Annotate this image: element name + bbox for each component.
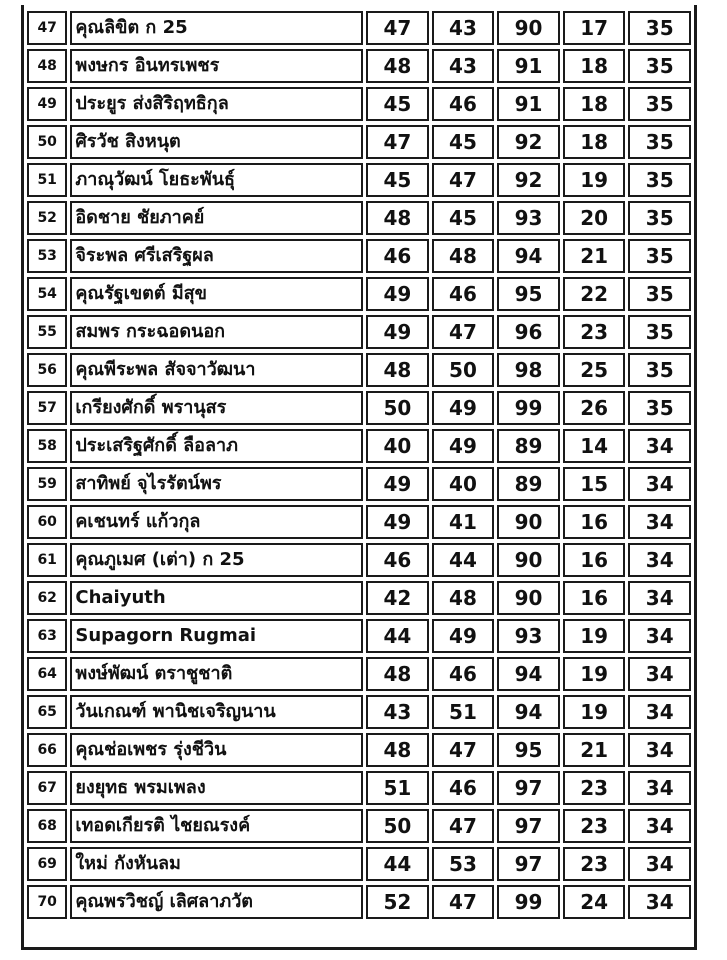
score-2-cell: 47 <box>432 163 495 197</box>
score-2-cell: 48 <box>432 239 495 273</box>
score-1-cell: 48 <box>366 201 429 235</box>
row-number-cell: 63 <box>27 619 67 653</box>
table-row <box>27 277 691 311</box>
table-row <box>27 391 691 425</box>
row-number-cell: 62 <box>27 581 67 615</box>
score-2-cell: 44 <box>432 543 495 577</box>
table-row <box>27 163 691 197</box>
player-name-cell: เกรียงศักดิ์ พรานุสร <box>70 391 363 425</box>
score-5-cell: 35 <box>628 315 691 349</box>
score-4-cell: 19 <box>563 695 626 729</box>
score-total-cell: 99 <box>497 391 560 425</box>
row-number-cell: 66 <box>27 733 67 767</box>
player-name-cell: สาทิพย์ จุไรรัตน์พร <box>70 467 363 501</box>
table-row <box>27 809 691 843</box>
score-1-cell: 43 <box>366 695 429 729</box>
score-5-cell: 35 <box>628 49 691 83</box>
row-number-cell: 65 <box>27 695 67 729</box>
score-4-cell: 19 <box>563 657 626 691</box>
score-1-cell: 49 <box>366 467 429 501</box>
row-number-cell: 57 <box>27 391 67 425</box>
row-number-cell: 48 <box>27 49 67 83</box>
score-total-cell: 90 <box>497 11 560 45</box>
table-row <box>27 543 691 577</box>
player-name-cell: อิดชาย ชัยภาคย์ <box>70 201 363 235</box>
score-total-cell: 98 <box>497 353 560 387</box>
score-total-cell: 91 <box>497 49 560 83</box>
score-4-cell: 15 <box>563 467 626 501</box>
score-4-cell: 19 <box>563 619 626 653</box>
row-number-cell: 49 <box>27 87 67 121</box>
score-4-cell: 21 <box>563 239 626 273</box>
score-1-cell: 52 <box>366 885 429 919</box>
score-5-cell: 35 <box>628 163 691 197</box>
score-1-cell: 49 <box>366 277 429 311</box>
table-row <box>27 315 691 349</box>
score-5-cell: 34 <box>628 543 691 577</box>
table-row <box>27 125 691 159</box>
row-number-cell: 47 <box>27 11 67 45</box>
score-4-cell: 23 <box>563 315 626 349</box>
score-total-cell: 89 <box>497 429 560 463</box>
score-1-cell: 47 <box>366 11 429 45</box>
score-4-cell: 26 <box>563 391 626 425</box>
row-number-cell: 54 <box>27 277 67 311</box>
player-name-cell: คุณภูเมศ (เต่า) ก 25 <box>70 543 363 577</box>
player-name-cell: ประเสริฐศักดิ์ ลือลาภ <box>70 429 363 463</box>
score-1-cell: 48 <box>366 657 429 691</box>
score-2-cell: 45 <box>432 125 495 159</box>
table-row <box>27 885 691 919</box>
row-number-cell: 68 <box>27 809 67 843</box>
table-row <box>27 49 691 83</box>
player-name-cell: ยงยุทธ พรมเพลง <box>70 771 363 805</box>
score-5-cell: 35 <box>628 239 691 273</box>
score-4-cell: 25 <box>563 353 626 387</box>
score-total-cell: 95 <box>497 277 560 311</box>
score-1-cell: 44 <box>366 847 429 881</box>
table-row <box>27 771 691 805</box>
table-row <box>27 695 691 729</box>
score-total-cell: 92 <box>497 163 560 197</box>
player-name-cell: วันเกณฑ์ พานิชเจริญนาน <box>70 695 363 729</box>
table-row <box>27 11 691 45</box>
score-1-cell: 46 <box>366 543 429 577</box>
score-4-cell: 17 <box>563 11 626 45</box>
score-5-cell: 34 <box>628 695 691 729</box>
score-total-cell: 97 <box>497 809 560 843</box>
table-row <box>27 87 691 121</box>
row-number-cell: 61 <box>27 543 67 577</box>
score-4-cell: 24 <box>563 885 626 919</box>
score-total-cell: 94 <box>497 695 560 729</box>
player-name-cell: พงษกร อินทรเพชร <box>70 49 363 83</box>
score-2-cell: 41 <box>432 505 495 539</box>
score-total-cell: 90 <box>497 581 560 615</box>
score-5-cell: 34 <box>628 581 691 615</box>
score-4-cell: 14 <box>563 429 626 463</box>
score-4-cell: 20 <box>563 201 626 235</box>
score-4-cell: 21 <box>563 733 626 767</box>
score-2-cell: 45 <box>432 201 495 235</box>
row-number-cell: 53 <box>27 239 67 273</box>
score-1-cell: 48 <box>366 49 429 83</box>
score-5-cell: 35 <box>628 201 691 235</box>
player-name-cell: พงษ์พัฒน์ ตราชูชาติ <box>70 657 363 691</box>
score-2-cell: 46 <box>432 657 495 691</box>
score-1-cell: 50 <box>366 391 429 425</box>
row-number-cell: 59 <box>27 467 67 501</box>
row-number-cell: 60 <box>27 505 67 539</box>
table-row <box>27 201 691 235</box>
score-2-cell: 48 <box>432 581 495 615</box>
player-name-cell: คุณช่อเพชร รุ่งชีวิน <box>70 733 363 767</box>
player-name-cell: ศิรวัช สิงหนุต <box>70 125 363 159</box>
table-row <box>27 657 691 691</box>
player-name-cell: สมพร กระฉอดนอก <box>70 315 363 349</box>
row-number-cell: 69 <box>27 847 67 881</box>
row-number-cell: 67 <box>27 771 67 805</box>
score-2-cell: 46 <box>432 771 495 805</box>
player-name-cell: Supagorn Rugmai <box>70 619 363 653</box>
score-5-cell: 34 <box>628 847 691 881</box>
table-row <box>27 467 691 501</box>
score-total-cell: 93 <box>497 619 560 653</box>
score-1-cell: 45 <box>366 87 429 121</box>
score-4-cell: 18 <box>563 49 626 83</box>
score-2-cell: 46 <box>432 87 495 121</box>
score-2-cell: 46 <box>432 277 495 311</box>
player-name-cell: จิระพล ศรีเสริฐผล <box>70 239 363 273</box>
score-1-cell: 46 <box>366 239 429 273</box>
score-5-cell: 34 <box>628 809 691 843</box>
score-2-cell: 51 <box>432 695 495 729</box>
table-row <box>27 505 691 539</box>
score-4-cell: 22 <box>563 277 626 311</box>
score-5-cell: 34 <box>628 467 691 501</box>
player-name-cell: คุณพีระพล สัจจาวัฒนา <box>70 353 363 387</box>
score-1-cell: 50 <box>366 809 429 843</box>
table-row <box>27 353 691 387</box>
score-5-cell: 35 <box>628 11 691 45</box>
score-5-cell: 35 <box>628 277 691 311</box>
score-total-cell: 96 <box>497 315 560 349</box>
table-row <box>27 239 691 273</box>
score-total-cell: 97 <box>497 847 560 881</box>
score-table-body <box>27 11 691 919</box>
row-number-cell: 50 <box>27 125 67 159</box>
table-row <box>27 733 691 767</box>
score-2-cell: 49 <box>432 391 495 425</box>
score-5-cell: 34 <box>628 733 691 767</box>
score-2-cell: 47 <box>432 885 495 919</box>
score-4-cell: 16 <box>563 505 626 539</box>
score-5-cell: 35 <box>628 87 691 121</box>
score-5-cell: 35 <box>628 391 691 425</box>
score-1-cell: 42 <box>366 581 429 615</box>
score-5-cell: 34 <box>628 619 691 653</box>
score-table <box>24 7 694 923</box>
row-number-cell: 51 <box>27 163 67 197</box>
score-4-cell: 23 <box>563 847 626 881</box>
score-5-cell: 34 <box>628 429 691 463</box>
table-row <box>27 847 691 881</box>
score-2-cell: 53 <box>432 847 495 881</box>
row-number-cell: 58 <box>27 429 67 463</box>
score-total-cell: 94 <box>497 239 560 273</box>
row-number-cell: 56 <box>27 353 67 387</box>
score-2-cell: 47 <box>432 315 495 349</box>
table-row <box>27 581 691 615</box>
score-2-cell: 40 <box>432 467 495 501</box>
score-2-cell: 49 <box>432 429 495 463</box>
score-4-cell: 19 <box>563 163 626 197</box>
score-4-cell: 23 <box>563 771 626 805</box>
score-5-cell: 35 <box>628 125 691 159</box>
score-1-cell: 49 <box>366 315 429 349</box>
score-total-cell: 93 <box>497 201 560 235</box>
player-name-cell: คุณรัฐเขตต์ มีสุข <box>70 277 363 311</box>
table-row <box>27 619 691 653</box>
score-2-cell: 50 <box>432 353 495 387</box>
score-1-cell: 45 <box>366 163 429 197</box>
score-5-cell: 35 <box>628 353 691 387</box>
table-row <box>27 429 691 463</box>
score-1-cell: 40 <box>366 429 429 463</box>
player-name-cell: ใหม่ กังหันลม <box>70 847 363 881</box>
score-total-cell: 92 <box>497 125 560 159</box>
score-total-cell: 99 <box>497 885 560 919</box>
score-5-cell: 34 <box>628 657 691 691</box>
score-sheet <box>21 5 697 950</box>
score-1-cell: 44 <box>366 619 429 653</box>
score-total-cell: 89 <box>497 467 560 501</box>
row-number-cell: 64 <box>27 657 67 691</box>
score-5-cell: 34 <box>628 885 691 919</box>
score-4-cell: 16 <box>563 581 626 615</box>
score-4-cell: 23 <box>563 809 626 843</box>
score-total-cell: 90 <box>497 505 560 539</box>
score-5-cell: 34 <box>628 505 691 539</box>
score-4-cell: 18 <box>563 87 626 121</box>
player-name-cell: คุณพรวิชญ์ เลิศลาภวัต <box>70 885 363 919</box>
score-2-cell: 47 <box>432 809 495 843</box>
score-1-cell: 49 <box>366 505 429 539</box>
score-1-cell: 51 <box>366 771 429 805</box>
player-name-cell: คเชนทร์ แก้วกุล <box>70 505 363 539</box>
score-4-cell: 16 <box>563 543 626 577</box>
score-total-cell: 91 <box>497 87 560 121</box>
score-total-cell: 90 <box>497 543 560 577</box>
score-1-cell: 48 <box>366 353 429 387</box>
player-name-cell: ประยูร ส่งสิริฤทธิกุล <box>70 87 363 121</box>
score-5-cell: 34 <box>628 771 691 805</box>
score-2-cell: 49 <box>432 619 495 653</box>
player-name-cell: Chaiyuth <box>70 581 363 615</box>
player-name-cell: คุณลิขิต ก 25 <box>70 11 363 45</box>
score-2-cell: 43 <box>432 11 495 45</box>
score-1-cell: 48 <box>366 733 429 767</box>
score-total-cell: 95 <box>497 733 560 767</box>
row-number-cell: 52 <box>27 201 67 235</box>
row-number-cell: 70 <box>27 885 67 919</box>
score-1-cell: 47 <box>366 125 429 159</box>
row-number-cell: 55 <box>27 315 67 349</box>
score-4-cell: 18 <box>563 125 626 159</box>
score-2-cell: 47 <box>432 733 495 767</box>
score-total-cell: 97 <box>497 771 560 805</box>
player-name-cell: เทอดเกียรติ ไชยณรงค์ <box>70 809 363 843</box>
score-total-cell: 94 <box>497 657 560 691</box>
player-name-cell: ภาณุวัฒน์ โยธะพันธุ์ <box>70 163 363 197</box>
score-2-cell: 43 <box>432 49 495 83</box>
